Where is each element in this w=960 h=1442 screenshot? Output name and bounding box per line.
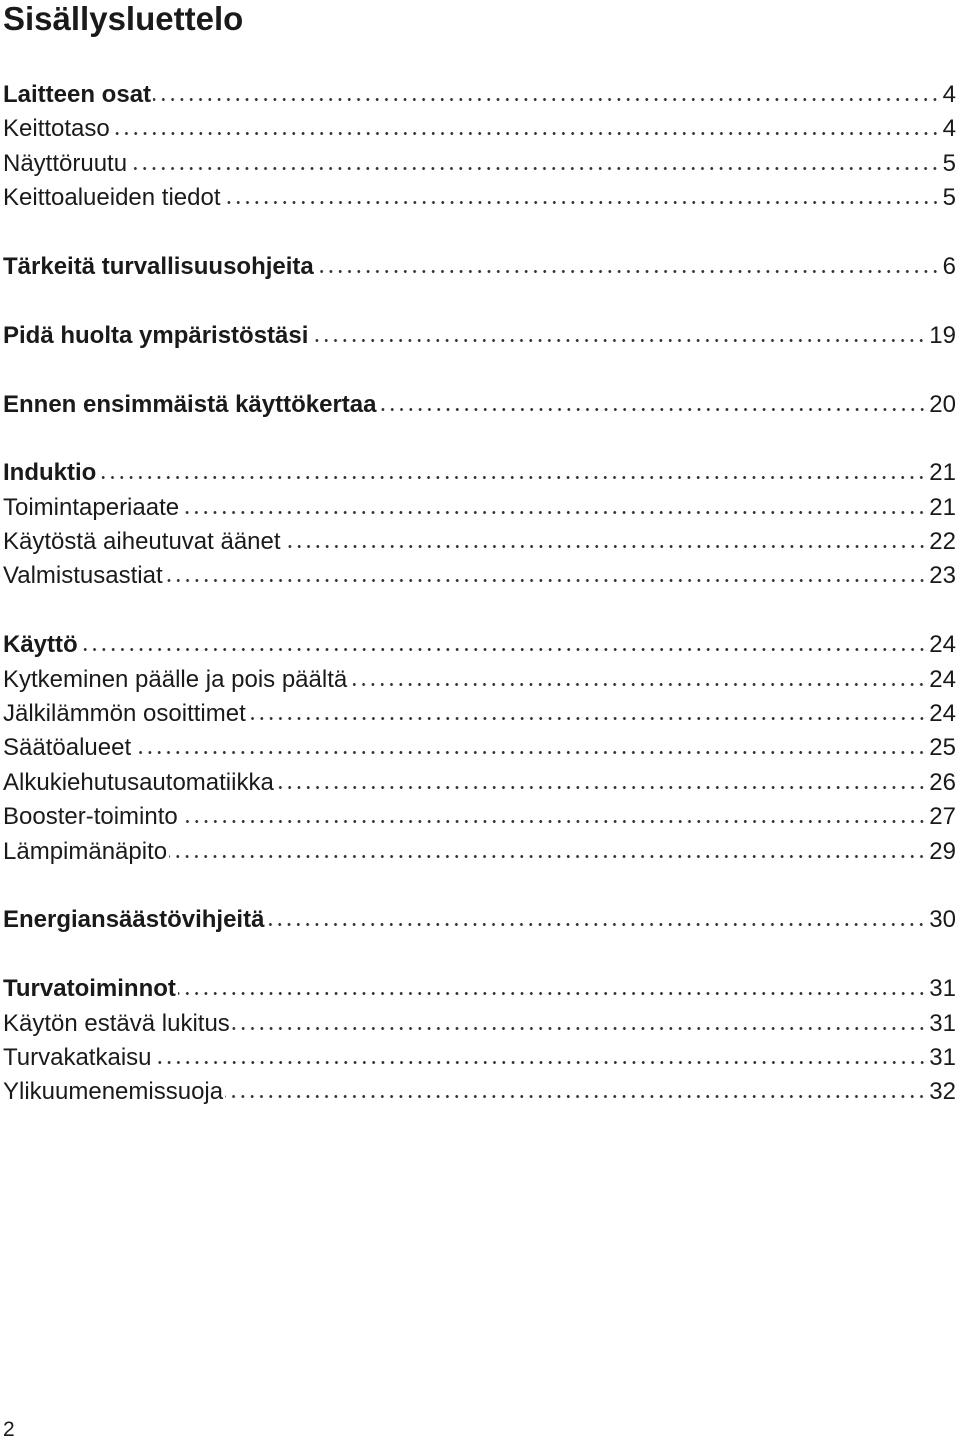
toc-entry-page: 5 <box>942 149 956 177</box>
toc-subentry[interactable] <box>3 766 956 800</box>
toc-spacer <box>3 869 956 903</box>
page-number: 2 <box>3 1418 15 1441</box>
toc-entry-page: 24 <box>929 631 956 659</box>
toc-entry-page: 23 <box>929 562 956 590</box>
toc-entry-label: Käytön estävä lukitus <box>3 1009 230 1037</box>
toc-entry-label: Pidä huolta ympäristöstäsi <box>3 321 309 349</box>
toc-subentry[interactable] <box>3 181 956 215</box>
dot-leader <box>223 201 940 204</box>
toc-subentry[interactable] <box>3 525 956 559</box>
table-of-contents <box>3 78 956 1110</box>
toc-entry-page: 27 <box>929 803 956 831</box>
toc-entry-page: 31 <box>929 1009 956 1037</box>
toc-entry-label: Energiansäästövihjeitä <box>3 906 265 934</box>
toc-entry-label: Turvatoiminnot <box>3 975 176 1003</box>
toc-entry-label: Booster-toiminto <box>3 803 178 831</box>
toc-section-entry[interactable] <box>3 78 956 112</box>
dot-leader <box>181 511 926 514</box>
toc-entry-page: 21 <box>929 493 956 521</box>
toc-section-entry[interactable] <box>3 319 956 353</box>
toc-section-entry[interactable] <box>3 456 956 490</box>
toc-subentry[interactable] <box>3 1007 956 1041</box>
dot-leader <box>266 923 926 926</box>
dot-leader <box>169 855 926 858</box>
toc-entry-page: 4 <box>942 81 956 108</box>
toc-subentry[interactable] <box>3 559 956 593</box>
toc-section-entry[interactable] <box>3 250 956 284</box>
toc-entry-label: Jälkilämmön osoittimet <box>3 700 246 728</box>
toc-spacer <box>3 353 956 387</box>
toc-entry-label: Toimintaperiaate <box>3 493 180 521</box>
toc-entry-page: 26 <box>929 768 956 796</box>
dot-leader <box>165 579 927 582</box>
dot-leader <box>310 339 926 342</box>
dot-leader <box>276 786 926 789</box>
dot-leader <box>248 717 927 720</box>
page-title: Sisällysluettelo <box>3 0 244 37</box>
toc-entry-page: 32 <box>929 1078 956 1106</box>
toc-entry-page: 21 <box>929 459 956 487</box>
toc-subentry[interactable] <box>3 491 956 525</box>
toc-spacer <box>3 284 956 318</box>
toc-subentry[interactable] <box>3 663 956 697</box>
toc-entry-label: Tärkeitä turvallisuusohjeita <box>3 252 314 280</box>
toc-subentry[interactable] <box>3 835 956 869</box>
toc-entry-page: 4 <box>942 115 956 143</box>
toc-entry-label: Turvakatkaisu <box>3 1043 152 1071</box>
toc-entry-label: Induktio <box>3 459 97 487</box>
toc-entry-page: 30 <box>929 906 956 934</box>
dot-leader <box>129 167 940 170</box>
toc-subentry[interactable] <box>3 112 956 146</box>
dot-leader <box>98 476 926 479</box>
toc-entry-label: Näyttöruutu <box>3 149 128 177</box>
toc-entry-page: 24 <box>929 700 956 728</box>
dot-leader <box>112 132 940 135</box>
toc-entry-label: Alkukiehutusautomatiikka <box>3 768 274 796</box>
dot-leader <box>283 545 927 548</box>
toc-entry-page: 31 <box>929 1043 956 1071</box>
toc-section-entry[interactable] <box>3 628 956 662</box>
dot-leader <box>133 751 926 754</box>
toc-entry-page: 19 <box>929 321 956 349</box>
toc-section-entry[interactable] <box>3 388 956 422</box>
dot-leader <box>153 98 940 101</box>
toc-entry-label: Keittoalueiden tiedot <box>3 184 221 212</box>
dot-leader <box>154 1061 927 1064</box>
toc-entry-label: Käyttö <box>3 631 78 659</box>
dot-leader <box>316 270 940 273</box>
toc-entry-label: Kytkeminen päälle ja pois päältä <box>3 665 348 693</box>
toc-entry-page: 24 <box>929 665 956 693</box>
toc-entry-page: 29 <box>929 837 956 865</box>
toc-entry-page: 6 <box>942 252 956 280</box>
toc-entry-label: Käytöstä aiheutuvat äänet <box>3 528 281 556</box>
dot-leader <box>232 1027 927 1030</box>
toc-entry-page: 20 <box>929 390 956 418</box>
toc-entry-page: 5 <box>942 184 956 212</box>
toc-entry-label: Ennen ensimmäistä käyttökertaa <box>3 390 377 418</box>
toc-entry-page: 25 <box>929 734 956 762</box>
toc-entry-page: 22 <box>929 528 956 556</box>
toc-spacer <box>3 216 956 250</box>
toc-spacer <box>3 594 956 628</box>
toc-subentry[interactable] <box>3 1041 956 1075</box>
toc-entry-label: Laitteen osat <box>3 81 152 108</box>
toc-entry-label: Valmistusastiat <box>3 562 163 590</box>
toc-subentry[interactable] <box>3 147 956 181</box>
toc-entry-label: Keittotaso <box>3 115 110 143</box>
toc-entry-label: Lämpimänäpito <box>3 837 168 865</box>
dot-leader <box>225 1095 926 1098</box>
toc-spacer <box>3 422 956 456</box>
toc-subentry[interactable] <box>3 731 956 765</box>
toc-subentry[interactable] <box>3 697 956 731</box>
toc-entry-label: Säätöalueet <box>3 734 132 762</box>
toc-subentry[interactable] <box>3 1075 956 1109</box>
toc-entry-page: 31 <box>929 975 956 1003</box>
dot-leader <box>180 820 927 823</box>
dot-leader <box>379 408 927 411</box>
toc-spacer <box>3 938 956 972</box>
toc-entry-label: Ylikuumenemissuoja <box>3 1078 224 1106</box>
dot-leader <box>80 648 927 651</box>
toc-section-entry[interactable] <box>3 903 956 937</box>
toc-section-entry[interactable] <box>3 972 956 1006</box>
dot-leader <box>178 992 926 995</box>
toc-subentry[interactable] <box>3 800 956 834</box>
dot-leader <box>349 683 926 686</box>
